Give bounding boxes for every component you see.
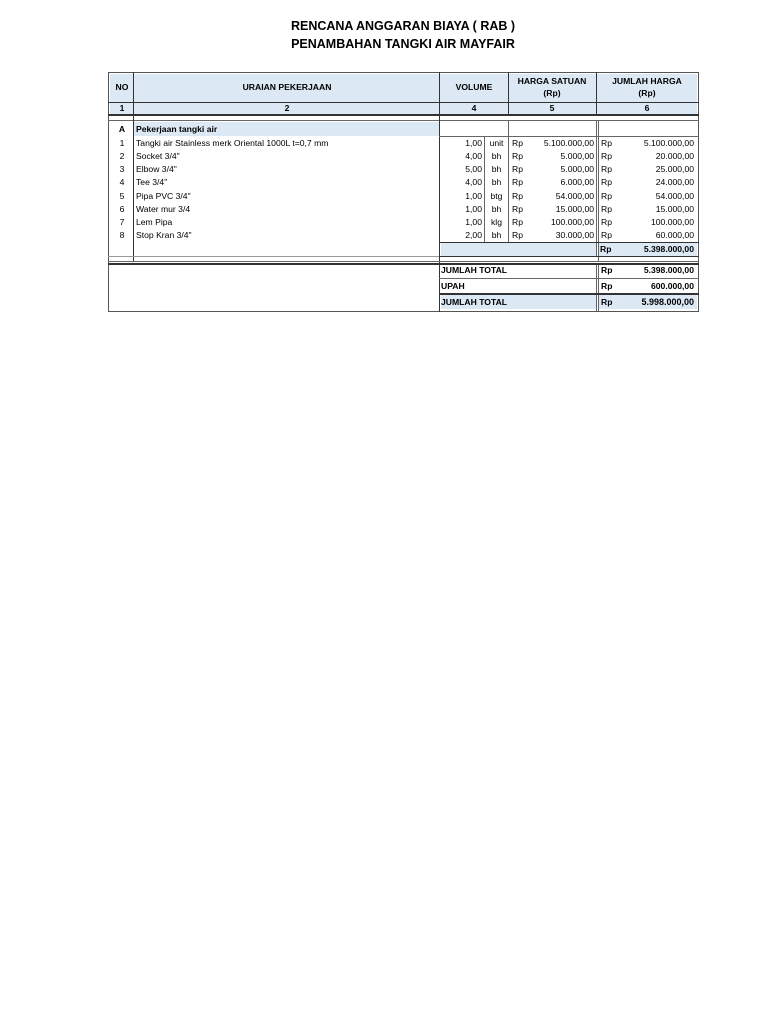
header-harga-satuan-unit: (Rp) [543, 88, 561, 98]
summary-upah-value: 600.000,00 [650, 281, 694, 291]
item-volume: 1,00 [465, 203, 482, 214]
colnum-6: 6 [644, 103, 650, 113]
item-volume: 2,00 [465, 230, 482, 241]
item-no: 4 [119, 177, 125, 188]
item-description: Socket 3/4" [136, 150, 180, 161]
item-description: Lem Pipa [136, 217, 173, 227]
item-description: Elbow 3/4" [136, 164, 177, 174]
item-unit: bh [491, 164, 502, 174]
item-price-rp: Rp [512, 203, 523, 214]
document-subtitle: PENAMBAHAN TANGKI AIR MAYFAIR [291, 37, 515, 51]
item-unit-price: 5.000,00 [560, 164, 594, 174]
item-description: Stop Kran 3/4" [136, 230, 192, 241]
item-price-rp: Rp [512, 190, 523, 201]
grid-line [598, 120, 599, 261]
header-uraian: URAIAN PEKERJAAN [242, 82, 332, 92]
item-total-rp: Rp [601, 203, 612, 214]
grid-line [439, 242, 699, 243]
summary-jumlah-rp: Rp [601, 265, 613, 275]
item-total-rp: Rp [601, 177, 612, 188]
summary-upah-label: UPAH [441, 281, 465, 291]
header-harga-satuan: HARGA SATUAN [517, 76, 587, 86]
grid-line [439, 293, 699, 295]
header-no: NO [115, 82, 129, 92]
item-volume: 4,00 [465, 177, 482, 188]
grid-line [108, 120, 699, 121]
item-total: 25.000,00 [655, 164, 694, 174]
item-volume: 1,00 [465, 217, 482, 227]
document-title: RENCANA ANGGARAN BIAYA ( RAB ) [290, 19, 516, 33]
grid-line [596, 72, 597, 116]
item-no: 5 [119, 190, 125, 201]
item-unit: unit [489, 137, 504, 148]
summary-upah-rp: Rp [601, 281, 613, 291]
summary-total-label: JUMLAH TOTAL [441, 297, 508, 307]
grid-line [439, 72, 440, 312]
item-unit-price: 5.100.000,00 [543, 137, 594, 148]
item-description: Tangki air Stainless merk Oriental 1000L t=0,7 mm [136, 137, 329, 148]
item-total: 20.000,00 [655, 150, 694, 161]
item-no: 8 [119, 230, 125, 241]
item-total-rp: Rp [601, 164, 612, 174]
grid-line [598, 263, 599, 311]
header-volume: VOLUME [455, 82, 493, 92]
item-no: 3 [119, 164, 125, 174]
item-description: Water mur 3/4 [136, 203, 191, 214]
grid-line [508, 120, 509, 243]
summary-total-rp: Rp [601, 297, 613, 307]
item-unit-price: 6.000,00 [560, 177, 594, 188]
item-unit: bh [491, 177, 502, 188]
grid-line [484, 136, 485, 243]
rab-table [108, 72, 699, 312]
item-total-rp: Rp [601, 150, 612, 161]
item-description: Tee 3/4" [136, 177, 168, 188]
item-unit: bh [491, 150, 502, 161]
item-total-rp: Rp [601, 217, 612, 227]
subtotal-rp: Rp [600, 244, 612, 254]
item-total: 15.000,00 [655, 203, 694, 214]
grid-line [108, 256, 439, 257]
summary-jumlah-label: JUMLAH TOTAL [441, 265, 508, 275]
item-unit: btg [490, 190, 503, 201]
section-no: A [118, 124, 126, 134]
item-price-rp: Rp [512, 137, 523, 148]
item-volume: 1,00 [465, 190, 482, 201]
grid-line [133, 72, 134, 261]
item-total: 60.000,00 [655, 230, 694, 241]
item-price-rp: Rp [512, 164, 523, 174]
item-no: 1 [119, 137, 125, 148]
item-total: 5.100.000,00 [643, 137, 694, 148]
section-name: Pekerjaan tangki air [136, 124, 218, 134]
item-total: 24.000,00 [655, 177, 694, 188]
grid-line [596, 263, 597, 311]
item-price-rp: Rp [512, 230, 523, 241]
grid-line [439, 278, 699, 279]
colnum-2: 2 [284, 103, 290, 113]
header-jumlah-harga: JUMLAH HARGA [612, 76, 682, 86]
item-unit: bh [491, 203, 502, 214]
grid-line [108, 114, 699, 116]
grid-line [108, 263, 699, 265]
item-unit-price: 54.000,00 [555, 190, 594, 201]
item-total-rp: Rp [601, 137, 612, 148]
grid-line [439, 136, 699, 137]
item-volume: 5,00 [465, 164, 482, 174]
header-jumlah-harga-unit: (Rp) [638, 88, 656, 98]
item-no: 2 [119, 150, 125, 161]
colnum-4: 4 [471, 103, 477, 113]
summary-total-value: 5.998.000,00 [641, 297, 694, 307]
item-volume: 1,00 [465, 137, 482, 148]
item-description: Pipa PVC 3/4" [136, 190, 191, 201]
grid-line [596, 120, 597, 256]
summary-jumlah-value: 5.398.000,00 [643, 265, 694, 275]
item-price-rp: Rp [512, 150, 523, 161]
item-no: 6 [119, 203, 125, 214]
colnum-5: 5 [549, 103, 555, 113]
grid-line [108, 261, 699, 262]
grid-line [508, 72, 509, 116]
subtotal-value: 5.398.000,00 [643, 244, 694, 254]
item-total-rp: Rp [601, 190, 612, 201]
item-unit-price: 15.000,00 [555, 203, 594, 214]
item-price-rp: Rp [512, 177, 523, 188]
grid-line [439, 256, 699, 257]
item-price-rp: Rp [512, 217, 523, 227]
subtotal-left-background [441, 243, 596, 256]
grid-line [108, 102, 699, 103]
colnum-1: 1 [119, 103, 125, 113]
item-unit: klg [491, 217, 502, 227]
item-unit-price: 100.000,00 [550, 217, 594, 227]
item-total: 100.000,00 [650, 217, 694, 227]
item-total: 54.000,00 [655, 190, 694, 201]
item-unit: bh [491, 230, 502, 241]
item-volume: 4,00 [465, 150, 482, 161]
item-unit-price: 30.000,00 [555, 230, 594, 241]
item-total-rp: Rp [601, 230, 612, 241]
item-unit-price: 5.000,00 [560, 150, 594, 161]
item-no: 7 [119, 217, 125, 227]
